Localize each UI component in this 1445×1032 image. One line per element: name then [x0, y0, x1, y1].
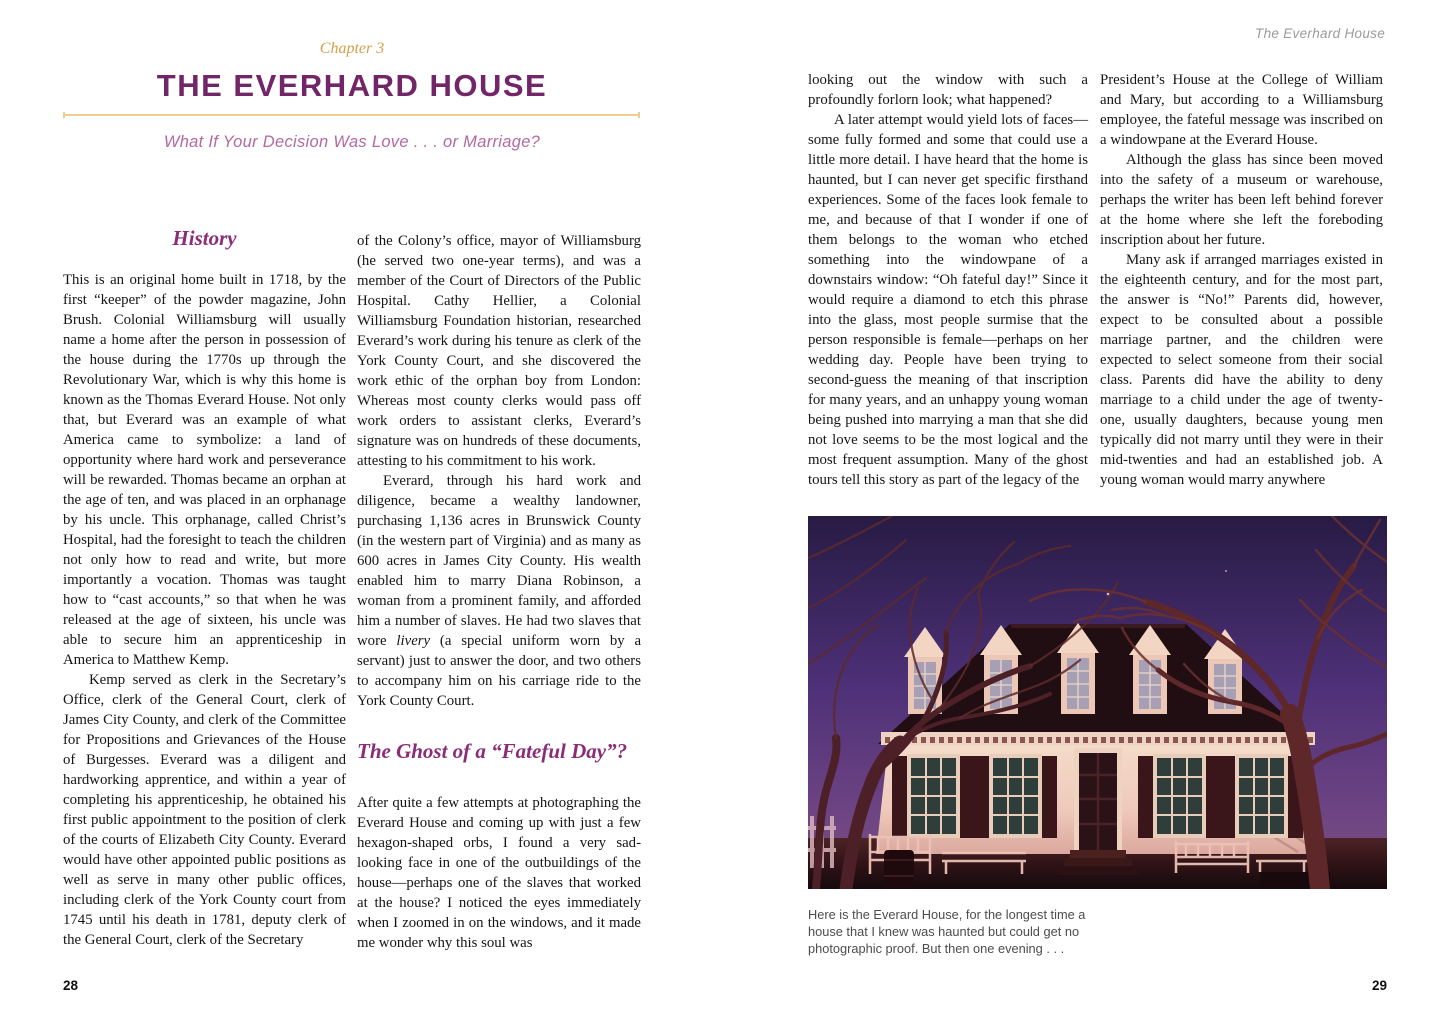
paragraph: Although the glass has since been moved into the safety of a museum or warehouse, perhaps the writer has been left behind forever at the home where she left the foreboding inscription about her future. — [1100, 152, 1383, 248]
photo-caption: Here is the Everard House, for the longest time a house that I knew was haunted but could get no photographic proof. But then one evening . . . — [808, 907, 1086, 956]
paragraph: President’s House at the College of William and Mary, but according to a Williamsburg employee, the fateful message was inscribed on a windowpane at the Everard House. — [1100, 72, 1383, 148]
paragraph: of the Colony’s office, mayor of Williamsburg (he served two one-year terms), and was a member of the Court of Directors of the Public Hospital. Cathy Hellier, a Colonial Williamsburg Foundation historian, researched Everard’s work during his tenure as clerk of the York County Court, and she discovered the work ethic of the orphan boy from London: Whereas most county clerks would pass off work orders to assistant clerks, Everard’s signature was on hundreds of these documents, attesting to his commitment to his work. — [357, 233, 641, 469]
page-title: THE EVERHARD HOUSE — [156, 68, 548, 103]
right-page-column-1 — [808, 70, 1088, 490]
everard-house-photo — [808, 516, 1387, 889]
page-number-right: 29 — [1371, 978, 1387, 993]
chapter-subtitle: What If Your Decision Was Love . . . or Marriage? — [163, 133, 541, 151]
right-page-column-2 — [1100, 70, 1383, 490]
paragraph: A later attempt would yield lots of faces—some fully formed and some that could use a little more detail. I have heard that the home is haunted, but I can never get specific firsthand experiences. Some of the faces look female to me, and because of that I wonder if one of them belongs to the woman who etched something into the windowpane of a downstairs window: “Oh fateful day!” Since it would require a diamond to etch this phrase into the glass, most people surmise that the person responsible is female—perhaps on her wedding day. People have been trying to second-guess the meaning of that inscription for many years, and an unhappy young woman being pushed into marrying a man that she did not love seems to be the most logical and the most frequent assumption. Many of the ghost tours tell this story as part of the legacy of the — [808, 112, 1088, 488]
paragraph: looking out the window with such a profoundly forlorn look; what happened? — [808, 72, 1088, 108]
history-heading: History — [172, 226, 237, 250]
paragraph: This is an original home built in 1718, by the first “keeper” of the powder magazine, John Brush. Colonial Williamsburg will usually name a home after the person in possession of the house during the 1770s up through the Revolutionary War, which is why this home is known as the Thomas Everard House. Not only that, but Everard was an example of what America came to symbolize: a land of opportunity where hard work and perseverance will be rewarded. Thomas became an orphan at the age of ten, and was placed in an orphanage by his uncle. This orphanage, called Christ’s Hospital, had the foresight to teach the children not only how to read and write, but more importantly a vocation. Thomas was taught how to “cast accounts,” so that when he was released at the age of sixteen, his uncle was able to secure him an apprenticeship in America to Matthew Kemp. — [63, 272, 346, 668]
left-page-column-1 — [63, 228, 346, 950]
paragraph: After quite a few attempts at photographing the Everard House and coming up with just a few hexagon-shaped orbs, I found a very sad-looking face in one of the outbuildings of the house—perhaps one of the slaves that worked at the house? I noticed the eyes immediately when I zoomed in on the windows, and it made me wonder why this soul was — [357, 795, 641, 951]
paragraph: Kemp served as clerk in the Secretary’s Office, clerk of the General Court, clerk of James City County, and clerk of the Committee for Propositions and Grievances of the House of Burgesses. Everard was a diligent and hardworking apprentice, and within a year of completing his apprenticeship, he obtained his first public appointment to the position of clerk of the courts of Elizabeth City County. Everard would have other appointed public positions as well as serve in many other public offices, including clerk of the York County court from 1745 until his death in 1781, deputy clerk of the General Court, clerk of the Secretary — [63, 672, 346, 948]
chapter-label: Chapter 3 — [319, 40, 385, 57]
ghost-section-heading: The Ghost of a “Fateful Day”? — [357, 739, 628, 763]
page-number-left: 28 — [63, 978, 79, 993]
left-page-column-2 — [357, 231, 641, 953]
title-rule — [63, 112, 640, 117]
paragraph: Everard, through his hard work and diligence, became a wealthy landowner, purchasing 1,136 acres in Brunswick County (in the western part of Virginia) and as many as 600 acres in James City County. His wealth enabled him to marry Diana Robinson, a woman from a prominent family, and afforded him a number of slaves. He had two slaves that wore livery (a special uniform worn by a servant) just to answer the door, and two others to accompany him on his carriage ride to the York County Court. — [357, 473, 642, 709]
running-header: The Everhard House — [1255, 26, 1385, 41]
paragraph: Many ask if arranged marriages existed in the eighteenth century, and for the most part, the answer is “No!” Parents did, however, expect to be consulted about a possible marriage partner, and the children were expected to select someone from their social class. Parents did have the ability to deny marriage to a child under the age of twenty-one, usually daughters, because young men typically did not marry until they were in their mid-twenties and had an established job. A young woman would marry anywhere — [1100, 252, 1383, 488]
italic-term: livery — [396, 633, 431, 649]
